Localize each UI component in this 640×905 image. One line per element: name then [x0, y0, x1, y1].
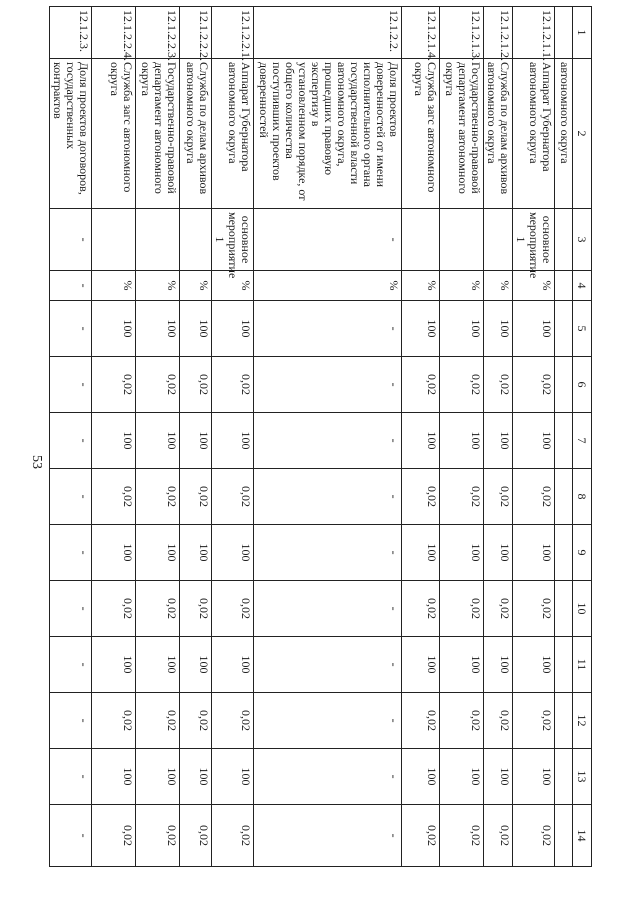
header-cell: 10 — [573, 581, 592, 637]
value-cell: 100 — [92, 525, 136, 581]
value-cell: 0,02 — [212, 581, 254, 637]
value-cell: - — [50, 749, 92, 805]
value-cell: 100 — [402, 413, 440, 469]
value-cell: 100 — [402, 637, 440, 693]
value-cell: 0,02 — [513, 805, 555, 867]
row-unit: % — [402, 271, 440, 301]
header-cell: 9 — [573, 525, 592, 581]
value-cell: 100 — [180, 301, 212, 357]
row-code — [555, 7, 573, 59]
value-cell — [555, 357, 573, 413]
header-cell: 3 — [573, 209, 592, 271]
value-cell: 0,02 — [484, 693, 513, 749]
value-cell: 0,02 — [402, 693, 440, 749]
row-code: 12.1.2.1.2. — [484, 7, 513, 59]
row-name: Государственно-правовой департамент автономного округа — [440, 59, 484, 209]
header-cell: 13 — [573, 749, 592, 805]
value-cell: 0,02 — [92, 469, 136, 525]
row-event: - — [254, 209, 402, 271]
header-cell: 1 — [573, 7, 592, 59]
value-cell: - — [254, 357, 402, 413]
table-row — [180, 7, 212, 867]
value-cell: 0,02 — [136, 693, 180, 749]
value-cell — [555, 749, 573, 805]
value-cell: 100 — [136, 749, 180, 805]
value-cell: - — [254, 581, 402, 637]
table-row — [402, 7, 440, 867]
header-cell: 14 — [573, 805, 592, 867]
value-cell: 0,02 — [92, 693, 136, 749]
value-cell: 0,02 — [92, 581, 136, 637]
row-code: 12.1.2.2.4. — [92, 7, 136, 59]
table-row — [136, 7, 180, 867]
row-event — [136, 209, 180, 271]
value-cell: 100 — [212, 637, 254, 693]
row-name: Аппарат Губернатора автономного округа — [212, 59, 254, 209]
row-code: 12.1.2.1.1. — [513, 7, 555, 59]
table-row — [555, 7, 573, 867]
row-unit: - — [50, 271, 92, 301]
value-cell: 100 — [484, 637, 513, 693]
header-cell: 6 — [573, 357, 592, 413]
header-cell: 7 — [573, 413, 592, 469]
table-row — [212, 7, 254, 867]
value-cell: 0,02 — [212, 805, 254, 867]
row-code: 12.1.2.1.4. — [402, 7, 440, 59]
indicator-table — [49, 6, 592, 867]
value-cell — [555, 413, 573, 469]
value-cell: 0,02 — [180, 357, 212, 413]
value-cell: 100 — [440, 525, 484, 581]
value-cell: 100 — [513, 637, 555, 693]
header-row — [573, 7, 592, 867]
table-row — [484, 7, 513, 867]
value-cell: 100 — [92, 749, 136, 805]
row-name: Аппарат Губернатора автономного округа — [513, 59, 555, 209]
value-cell: 0,02 — [440, 469, 484, 525]
table-row — [440, 7, 484, 867]
value-cell: 100 — [440, 749, 484, 805]
value-cell — [555, 301, 573, 357]
value-cell: 0,02 — [212, 469, 254, 525]
value-cell: 100 — [513, 301, 555, 357]
row-unit: % — [254, 271, 402, 301]
row-event — [555, 209, 573, 271]
header-cell: 8 — [573, 469, 592, 525]
value-cell: 100 — [180, 525, 212, 581]
value-cell: 100 — [180, 637, 212, 693]
value-cell: 0,02 — [440, 581, 484, 637]
value-cell: - — [50, 693, 92, 749]
value-cell: 0,02 — [92, 805, 136, 867]
value-cell: 0,02 — [513, 469, 555, 525]
value-cell: 100 — [92, 637, 136, 693]
table-row — [50, 7, 92, 867]
value-cell — [555, 525, 573, 581]
header-cell: 2 — [573, 59, 592, 209]
value-cell: - — [254, 749, 402, 805]
value-cell: 100 — [402, 749, 440, 805]
value-cell: 100 — [402, 301, 440, 357]
row-code: 12.1.2.3. — [50, 7, 92, 59]
row-name: Служба загс автономного округа — [402, 59, 440, 209]
row-code: 12.1.2.2.2. — [180, 7, 212, 59]
value-cell: 0,02 — [136, 581, 180, 637]
value-cell: 100 — [212, 413, 254, 469]
value-cell: 100 — [212, 749, 254, 805]
row-unit — [555, 271, 573, 301]
header-cell: 11 — [573, 637, 592, 693]
value-cell: - — [254, 301, 402, 357]
row-unit: % — [513, 271, 555, 301]
value-cell: 0,02 — [136, 357, 180, 413]
value-cell: 0,02 — [212, 357, 254, 413]
value-cell: 0,02 — [402, 469, 440, 525]
value-cell: 100 — [180, 413, 212, 469]
value-cell: 100 — [440, 637, 484, 693]
value-cell: - — [50, 301, 92, 357]
row-name: Служба загс автономного округа — [92, 59, 136, 209]
value-cell: 0,02 — [136, 805, 180, 867]
row-event: основное мероприятие 1 — [513, 209, 555, 271]
row-event — [92, 209, 136, 271]
value-cell: 0,02 — [402, 357, 440, 413]
value-cell: 0,02 — [484, 581, 513, 637]
value-cell: - — [254, 805, 402, 867]
row-code: 12.1.2.2.1. — [212, 7, 254, 59]
value-cell — [555, 693, 573, 749]
value-cell: 100 — [440, 301, 484, 357]
value-cell — [555, 637, 573, 693]
rotated-table-container — [51, 6, 592, 866]
row-code: 12.1.2.2. — [254, 7, 402, 59]
table-row — [92, 7, 136, 867]
value-cell: 0,02 — [513, 357, 555, 413]
value-cell: 100 — [212, 525, 254, 581]
value-cell: 100 — [513, 413, 555, 469]
value-cell: - — [50, 805, 92, 867]
value-cell: 100 — [136, 413, 180, 469]
value-cell: 100 — [402, 525, 440, 581]
value-cell: - — [50, 413, 92, 469]
value-cell: 0,02 — [180, 805, 212, 867]
row-name: автономного округа — [555, 59, 573, 209]
value-cell: - — [254, 693, 402, 749]
value-cell: 0,02 — [180, 581, 212, 637]
row-unit: % — [440, 271, 484, 301]
row-unit: % — [136, 271, 180, 301]
row-name: Государственно-правовой департамент автономного округа — [136, 59, 180, 209]
value-cell: - — [50, 525, 92, 581]
value-cell: 0,02 — [440, 357, 484, 413]
value-cell: 0,02 — [212, 693, 254, 749]
header-cell: 5 — [573, 301, 592, 357]
value-cell: 100 — [212, 301, 254, 357]
value-cell: - — [254, 469, 402, 525]
value-cell: 100 — [92, 301, 136, 357]
value-cell: 0,02 — [180, 469, 212, 525]
value-cell: 0,02 — [136, 469, 180, 525]
value-cell: 0,02 — [402, 805, 440, 867]
value-cell: - — [50, 469, 92, 525]
row-name: Служба по делам архивов автономного округа — [484, 59, 513, 209]
value-cell: 100 — [484, 413, 513, 469]
value-cell — [555, 805, 573, 867]
value-cell: 0,02 — [484, 357, 513, 413]
table-row — [254, 7, 402, 867]
row-event: - — [50, 209, 92, 271]
value-cell: 100 — [440, 413, 484, 469]
value-cell — [555, 469, 573, 525]
value-cell: 100 — [513, 525, 555, 581]
value-cell: 100 — [484, 301, 513, 357]
row-event — [484, 209, 513, 271]
value-cell: 100 — [136, 525, 180, 581]
row-name: Доля проектов доверенностей от имени исполнительного органа государственной власти автономного округа, прошедших правовую экспертизу в установленном порядке, от общего количества поступивших проектов доверенностей — [254, 59, 402, 209]
row-event — [440, 209, 484, 271]
value-cell: 100 — [484, 749, 513, 805]
row-code: 12.1.2.1.3. — [440, 7, 484, 59]
value-cell — [555, 581, 573, 637]
row-event — [180, 209, 212, 271]
value-cell: 100 — [180, 749, 212, 805]
value-cell: - — [254, 413, 402, 469]
row-unit: % — [92, 271, 136, 301]
header-cell: 12 — [573, 693, 592, 749]
value-cell: - — [50, 357, 92, 413]
value-cell: 0,02 — [484, 469, 513, 525]
page-number: 53 — [29, 455, 44, 469]
table-row — [513, 7, 555, 867]
value-cell: 0,02 — [513, 693, 555, 749]
value-cell: - — [50, 637, 92, 693]
row-event: основное мероприятие 1 — [212, 209, 254, 271]
value-cell: 100 — [484, 525, 513, 581]
value-cell: 100 — [136, 637, 180, 693]
value-cell: 0,02 — [402, 581, 440, 637]
row-code: 12.1.2.2.3. — [136, 7, 180, 59]
row-unit: % — [484, 271, 513, 301]
value-cell: 100 — [136, 301, 180, 357]
value-cell: 0,02 — [92, 357, 136, 413]
value-cell: 0,02 — [513, 581, 555, 637]
value-cell: 100 — [513, 749, 555, 805]
row-name: Доля проектов договоров, государственных контрактов — [50, 59, 92, 209]
value-cell: 0,02 — [484, 805, 513, 867]
row-unit: % — [212, 271, 254, 301]
value-cell: - — [50, 581, 92, 637]
value-cell: 100 — [92, 413, 136, 469]
row-unit: % — [180, 271, 212, 301]
value-cell: 0,02 — [440, 693, 484, 749]
value-cell: - — [254, 637, 402, 693]
value-cell: 0,02 — [440, 805, 484, 867]
value-cell: 0,02 — [180, 693, 212, 749]
row-name: Служба по делам архивов автономного округа — [180, 59, 212, 209]
row-event — [402, 209, 440, 271]
header-cell: 4 — [573, 271, 592, 301]
value-cell: - — [254, 525, 402, 581]
